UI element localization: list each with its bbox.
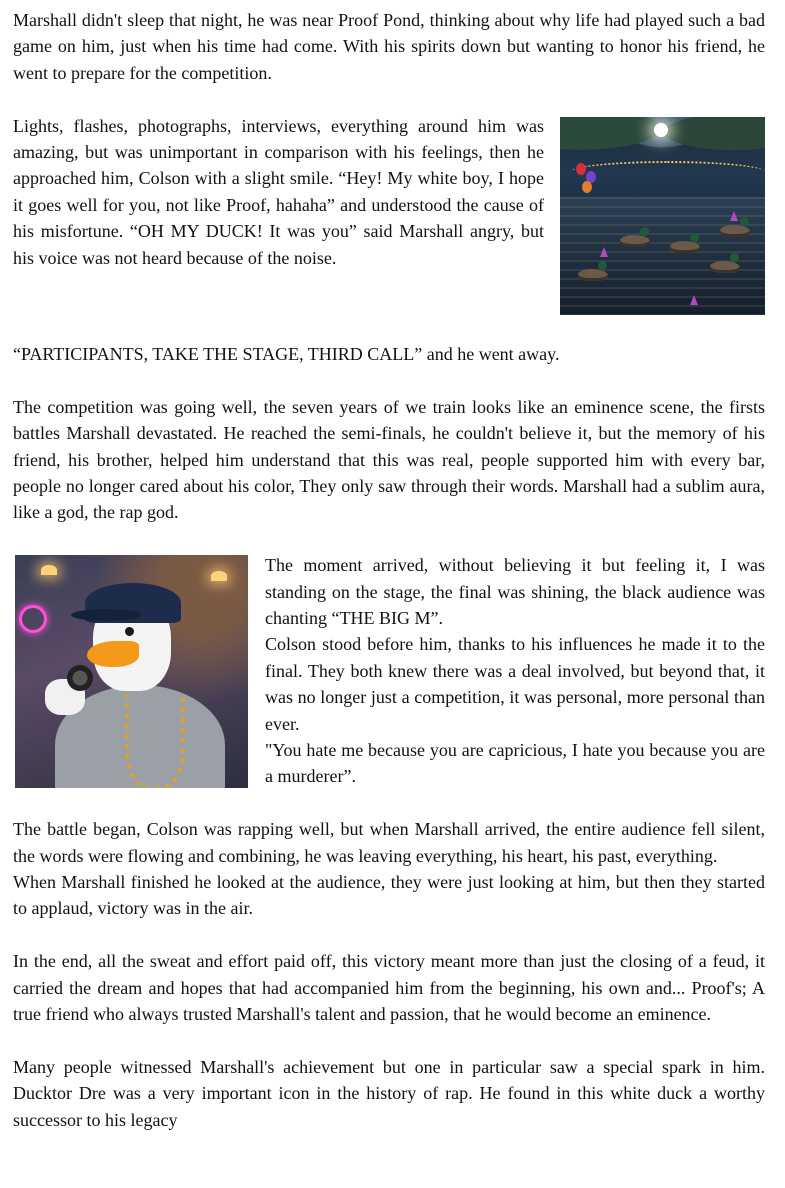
paragraph-battle-began: The battle began, Colson was rapping well, but when Marshall arrived, the entire audience fell silent, the words were flowing and combining, he was leaving everything, his heart, his past, everything.	[13, 819, 765, 866]
beak	[87, 641, 139, 667]
microphone-icon	[67, 665, 93, 691]
moon-icon	[654, 123, 668, 137]
paragraph-gap	[13, 526, 765, 552]
paragraph-gap	[13, 922, 765, 948]
balloon-icon	[576, 163, 586, 175]
gold-chain	[125, 695, 185, 788]
neon-sign-icon	[19, 605, 47, 633]
duck-icon	[620, 235, 650, 247]
duck-icon	[670, 241, 700, 253]
paragraph-in-the-end: In the end, all the sweat and effort paid off, this victory meant more than just the closing of a feud, it carried the dream and hopes that had accompanied him from the beginning, his own and... Proof's; A true friend who always trusted Marshall's talent and passion, that he would become an eminence.	[13, 951, 765, 1025]
duck-icon	[578, 269, 608, 281]
paragraph-gap	[13, 790, 765, 816]
duck-icon	[710, 261, 740, 273]
paragraph-gap	[13, 1028, 765, 1054]
lamp-icon	[41, 565, 57, 575]
paragraph-quote: "You hate me because you are capricious, I hate you because you are a murderer”.	[265, 740, 765, 787]
lamp-icon	[211, 571, 227, 581]
paragraph-colson-final: Colson stood before him, thanks to his influences he made it to the final. They both knew there was a deal involved, but beyond that, it was no longer just a competition, it was personal, more personal than ever.	[265, 634, 765, 734]
paragraph-lights-flashes: Lights, flashes, photographs, interviews, everything around him was amazing, but was unimportant in comparison with his feelings, then he approached him, Colson with a slight smile. “Hey! My white boy, I hope it goes well for you, not like Proof, hahaha” and understood the cause of his misfortune. “OH MY DUCK! It was you” said Marshall angry, but his voice was not heard because of the noise.	[13, 115, 544, 268]
string-lights	[570, 161, 765, 183]
paragraph-gap	[13, 367, 765, 393]
duck-pond-party-illustration	[560, 117, 765, 315]
paragraph-gap	[13, 86, 765, 112]
party-hat-icon	[600, 247, 608, 257]
party-hat-icon	[730, 211, 738, 221]
paragraph-gap	[13, 315, 765, 341]
paragraph-ducktor-dre: Many people witnessed Marshall's achievement but one in particular saw a special spark in him. Ducktor Dre was a very important icon in the history of rap. He found in this white duck a worthy successor to his legacy	[13, 1056, 765, 1130]
paragraph-audience-applause: When Marshall finished he looked at the audience, they were just looking at him, but then they started to applaud, victory was in the air.	[13, 872, 765, 919]
duck-icon	[720, 225, 750, 237]
paragraph-competition: The competition was going well, the seven years of we train looks like an eminence scene, the firsts battles Marshall devastated. He reached the semi-finals, he couldn't believe it, but the memory of his friend, his brother, helped him understand that this was real, people supported him with every bar, people no longer cared about his color, They only saw through their words. Marshall had a sublim aura, like a god, the rap god.	[13, 396, 765, 523]
paragraph-proof-pond: Marshall didn't sleep that night, he was near Proof Pond, thinking about why life had played such a bad game on him, just when his time had come. With his spirits down but wanting to honor his friend, he went to prepare for the competition.	[13, 10, 765, 83]
section-final	[13, 552, 765, 790]
paragraph-moment-arrived: The moment arrived, without believing it but feeling it, I was standing on the stage, the final was shining, the black audience was chanting “THE BIG M”.	[265, 555, 765, 629]
balloon-icon	[582, 181, 592, 193]
story-document	[13, 7, 765, 1133]
party-hat-icon	[690, 295, 698, 305]
paragraph-third-call: “PARTICIPANTS, TAKE THE STAGE, THIRD CALL” and he went away.	[13, 344, 560, 364]
section-competition-arrival	[13, 113, 765, 315]
duck-rapper-illustration	[15, 555, 248, 788]
